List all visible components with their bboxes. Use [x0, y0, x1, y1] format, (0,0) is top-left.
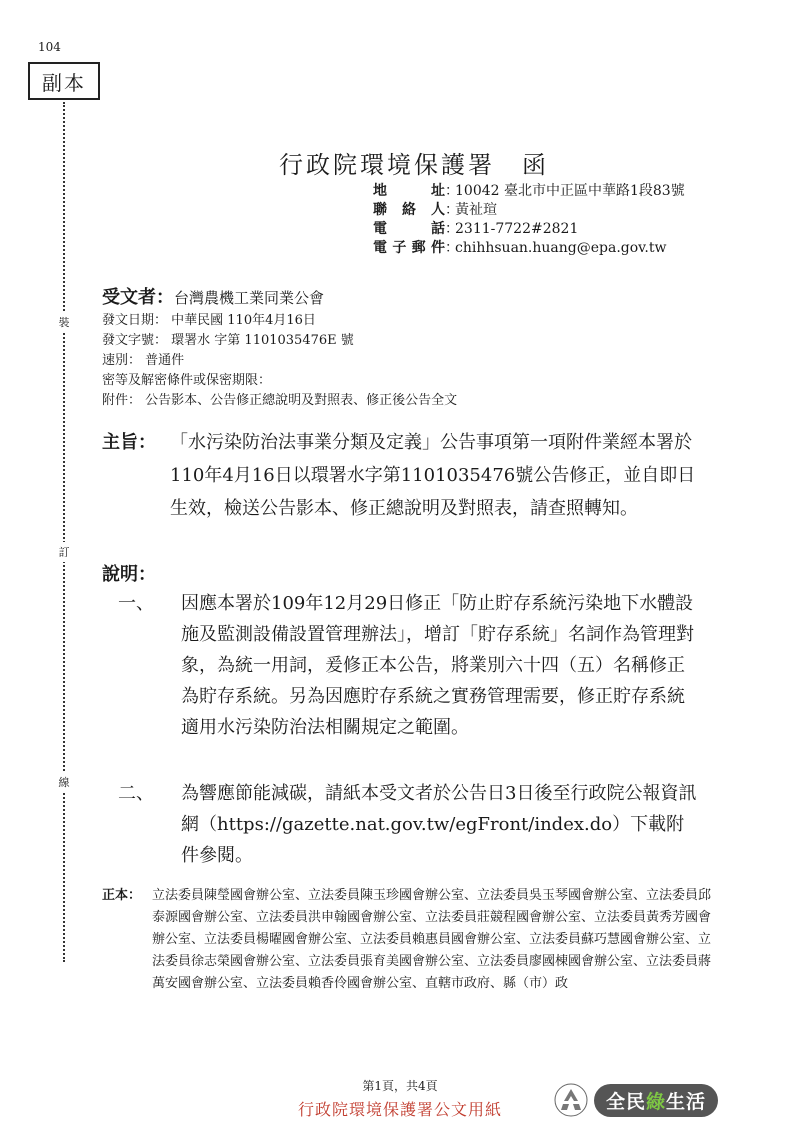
- sender-info-label: 地址: [373, 183, 445, 199]
- watermark-text-post: 生活: [666, 1090, 707, 1113]
- watermark-text-highlight: 綠: [646, 1090, 667, 1113]
- meta-value: 普通件: [145, 353, 185, 368]
- carbon-copy: [102, 885, 712, 995]
- attachments: [102, 389, 457, 408]
- document-number: [102, 329, 354, 348]
- sender-contact: 聯絡人：黃祉瑄: [373, 199, 497, 219]
- meta-label: 發文字號：: [102, 333, 168, 348]
- cc-label: 正本：: [102, 888, 142, 903]
- item-text: 因應本署於109年12月29日修正「防止貯存系統污染地下水體設施及監測設備設置管理辦法」，增訂「貯存系統」名詞作為管理對象，為統一用詞，爰修正本公告，將業別六十四（五）名稱修正為貯存系統。另為因應貯存系統之實務管理需要，修正貯存系統適用水污染防治法相關規定之範圍。: [181, 593, 694, 738]
- meta-value: 中華民國 110年4月16日: [171, 313, 316, 328]
- meta-value: 環署水 字第 1101035476E 號: [171, 333, 354, 348]
- watermark-text: [594, 1084, 718, 1117]
- sender-info-label: 聯絡人: [373, 202, 445, 218]
- sender-info-value: 黃祉瑄: [455, 202, 497, 218]
- item-number: 一、: [118, 593, 154, 614]
- sender-info-value: 10042 臺北市中正區中華路1段83號: [455, 183, 685, 199]
- item-text: 為響應節能減碳，請紙本受文者於公告日3日後至行政院公報資訊網（https://gazette.nat.gov.tw/egFront/index.do）下載附件參閱。: [181, 783, 697, 866]
- footer-paper-name: 行政院環境保護署公文用紙: [297, 1100, 502, 1119]
- security-level: [102, 369, 271, 388]
- recipient-label: 受文者：: [102, 287, 174, 308]
- explanation-item-2: [118, 778, 700, 871]
- watermark: [554, 1083, 718, 1117]
- sender-address: 地址：10042 臺北市中正區中華路1段83號: [373, 180, 685, 200]
- subject: [102, 426, 702, 525]
- binding-char-2: 訂: [58, 542, 70, 562]
- subject-text: 「水污染防治法事業分類及定義」公告事項第一項附件業經本署於110年4月16日以環署水字第1101035476號公告修正，並自即日生效，檢送公告影本、修正總說明及對照表，請查照轉知。: [170, 432, 696, 519]
- page-number: 104: [38, 40, 61, 54]
- explanation-item-1: [118, 588, 700, 743]
- subject-label: 主旨：: [102, 432, 156, 453]
- explanation-heading: 說明：: [102, 564, 156, 585]
- recycle-icon: [554, 1083, 588, 1117]
- sender-info-label: 電話: [373, 221, 445, 237]
- issue-date: [102, 309, 316, 328]
- meta-label: 發文日期：: [102, 313, 168, 328]
- copy-stamp: 副本: [28, 62, 100, 100]
- binding-char-3: 線: [58, 772, 70, 792]
- sender-info-value: chihhsuan.huang@epa.gov.tw: [455, 240, 667, 256]
- binding-line: [63, 102, 65, 962]
- sender-email: 電子郵件：chihhsuan.huang@epa.gov.tw: [373, 237, 666, 257]
- meta-label: 速別：: [102, 353, 142, 368]
- document-title: 行政院環境保護署 函: [279, 151, 549, 179]
- footer-page-count: 第1頁，共4頁: [362, 1079, 438, 1093]
- sender-info-value: 2311-7722#2821: [455, 221, 579, 237]
- meta-label: 附件：: [102, 393, 142, 408]
- meta-label: 密等及解密條件或保密期限：: [102, 373, 272, 388]
- urgency: [102, 349, 184, 368]
- recipient: [102, 283, 324, 309]
- watermark-text-pre: 全民: [606, 1090, 647, 1113]
- binding-char-1: 裝: [58, 312, 70, 332]
- meta-value: 公告影本、公告修正總說明及對照表、修正後公告全文: [145, 393, 458, 408]
- sender-info-label: 電子郵件: [373, 240, 445, 256]
- cc-text: 立法委員陳瑩國會辦公室、立法委員陳玉珍國會辦公室、立法委員吳玉琴國會辦公室、立法委員邱泰源國會辦公室、立法委員洪申翰國會辦公室、立法委員莊競程國會辦公室、立法委員黃秀芳國會辦公室、立法委員楊曜國會辦公室、立法委員賴惠員國會辦公室、立法委員蘇巧慧國會辦公室、立法委員徐志榮國會辦公室、立法委員張育美國會辦公室、立法委員廖國棟國會辦公室、立法委員蔣萬安國會辦公室、立法委員賴香伶國會辦公室、直轄市政府、縣（市）政: [152, 888, 712, 991]
- item-number: 二、: [118, 783, 154, 804]
- recipient-value: 台灣農機工業同業公會: [174, 289, 325, 307]
- sender-phone: 電話：2311-7722#2821: [373, 218, 578, 238]
